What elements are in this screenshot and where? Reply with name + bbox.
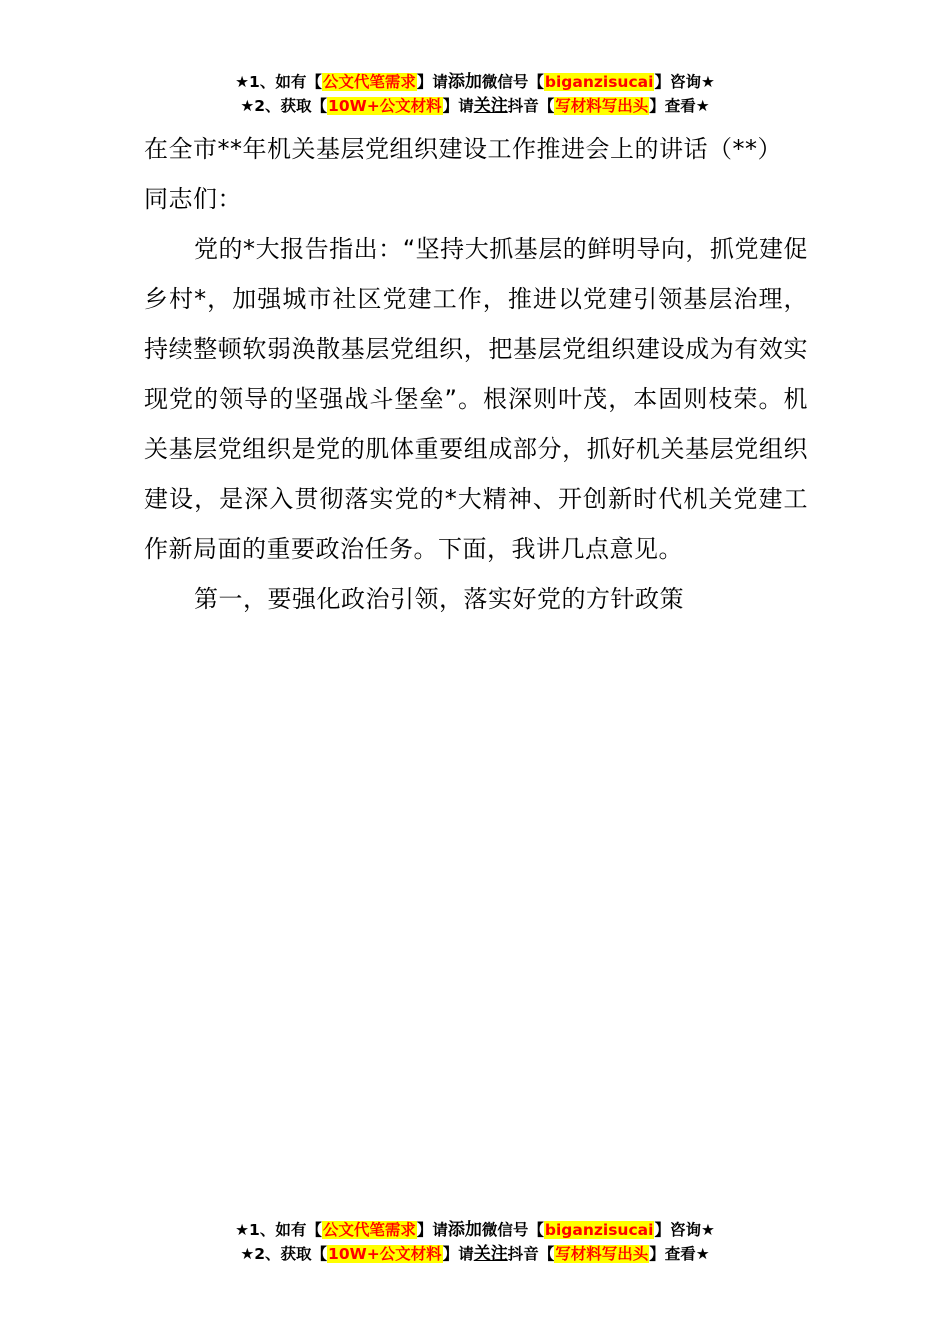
emphasis-add: 添加 xyxy=(447,1220,482,1240)
banner-text: 】请 xyxy=(416,1221,448,1239)
banner-text: 】查看★ xyxy=(649,97,710,115)
footer-banner xyxy=(0,1218,950,1266)
highlight-materials: 10W+公文材料 xyxy=(328,1245,442,1263)
banner-text: ★2、获取【 xyxy=(240,97,328,115)
banner-text: 微信号【 xyxy=(481,1221,544,1239)
header-banner xyxy=(0,70,950,118)
banner-text: ★2、获取【 xyxy=(240,1245,328,1263)
banner-text: 】咨询★ xyxy=(654,1221,715,1239)
header-banner-line-1 xyxy=(0,70,950,94)
emphasis-follow: 关注 xyxy=(473,96,508,116)
banner-text: 】请 xyxy=(416,73,448,91)
banner-text: 微信号【 xyxy=(481,73,544,91)
footer-banner-line-2 xyxy=(0,1242,950,1266)
banner-text: 抖音【 xyxy=(507,97,555,115)
highlight-service: 公文代笔需求 xyxy=(322,73,416,91)
banner-text: 】请 xyxy=(442,1245,474,1263)
wechat-id-highlight: biganzisucai xyxy=(544,1221,654,1239)
document-title: 在全市**年机关基层党组织建设工作推进会上的讲话（**） xyxy=(144,135,782,163)
document-body xyxy=(144,124,808,624)
banner-text: ★1、如有【 xyxy=(235,1221,322,1239)
header-banner-line-2 xyxy=(0,94,950,118)
banner-text: ★1、如有【 xyxy=(235,73,322,91)
highlight-service: 公文代笔需求 xyxy=(322,1221,416,1239)
highlight-materials: 10W+公文材料 xyxy=(328,97,442,115)
banner-text: 】请 xyxy=(442,97,474,115)
section-heading-1: 第一，要强化政治引领，落实好党的方针政策 xyxy=(194,585,684,613)
paragraph-1: 党的*大报告指出：“坚持大抓基层的鲜明导向，抓党建促乡村*，加强城市社区党建工作，推进以党建引领基层治理，持续整顿软弱涣散基层党组织，把基层党组织建设成为有效实现党的领导的坚强战斗堡垒”。根深则叶茂，本固则枝荣。机关基层党组织是党的肌体重要组成部分，抓好机关基层党组织建设，是深入贯彻落实党的*大精神、开创新时代机关党建工作新局面的重要政治任务。下面，我讲几点意见。 xyxy=(144,235,808,563)
douyin-account-highlight: 写材料写出头 xyxy=(555,97,649,115)
banner-text: 】咨询★ xyxy=(654,73,715,91)
emphasis-add: 添加 xyxy=(447,72,482,92)
banner-text: 】查看★ xyxy=(649,1245,710,1263)
wechat-id-highlight: biganzisucai xyxy=(544,73,654,91)
banner-text: 抖音【 xyxy=(507,1245,555,1263)
footer-banner-line-1 xyxy=(0,1218,950,1242)
emphasis-follow: 关注 xyxy=(473,1244,508,1264)
salutation: 同志们： xyxy=(144,185,242,213)
douyin-account-highlight: 写材料写出头 xyxy=(555,1245,649,1263)
